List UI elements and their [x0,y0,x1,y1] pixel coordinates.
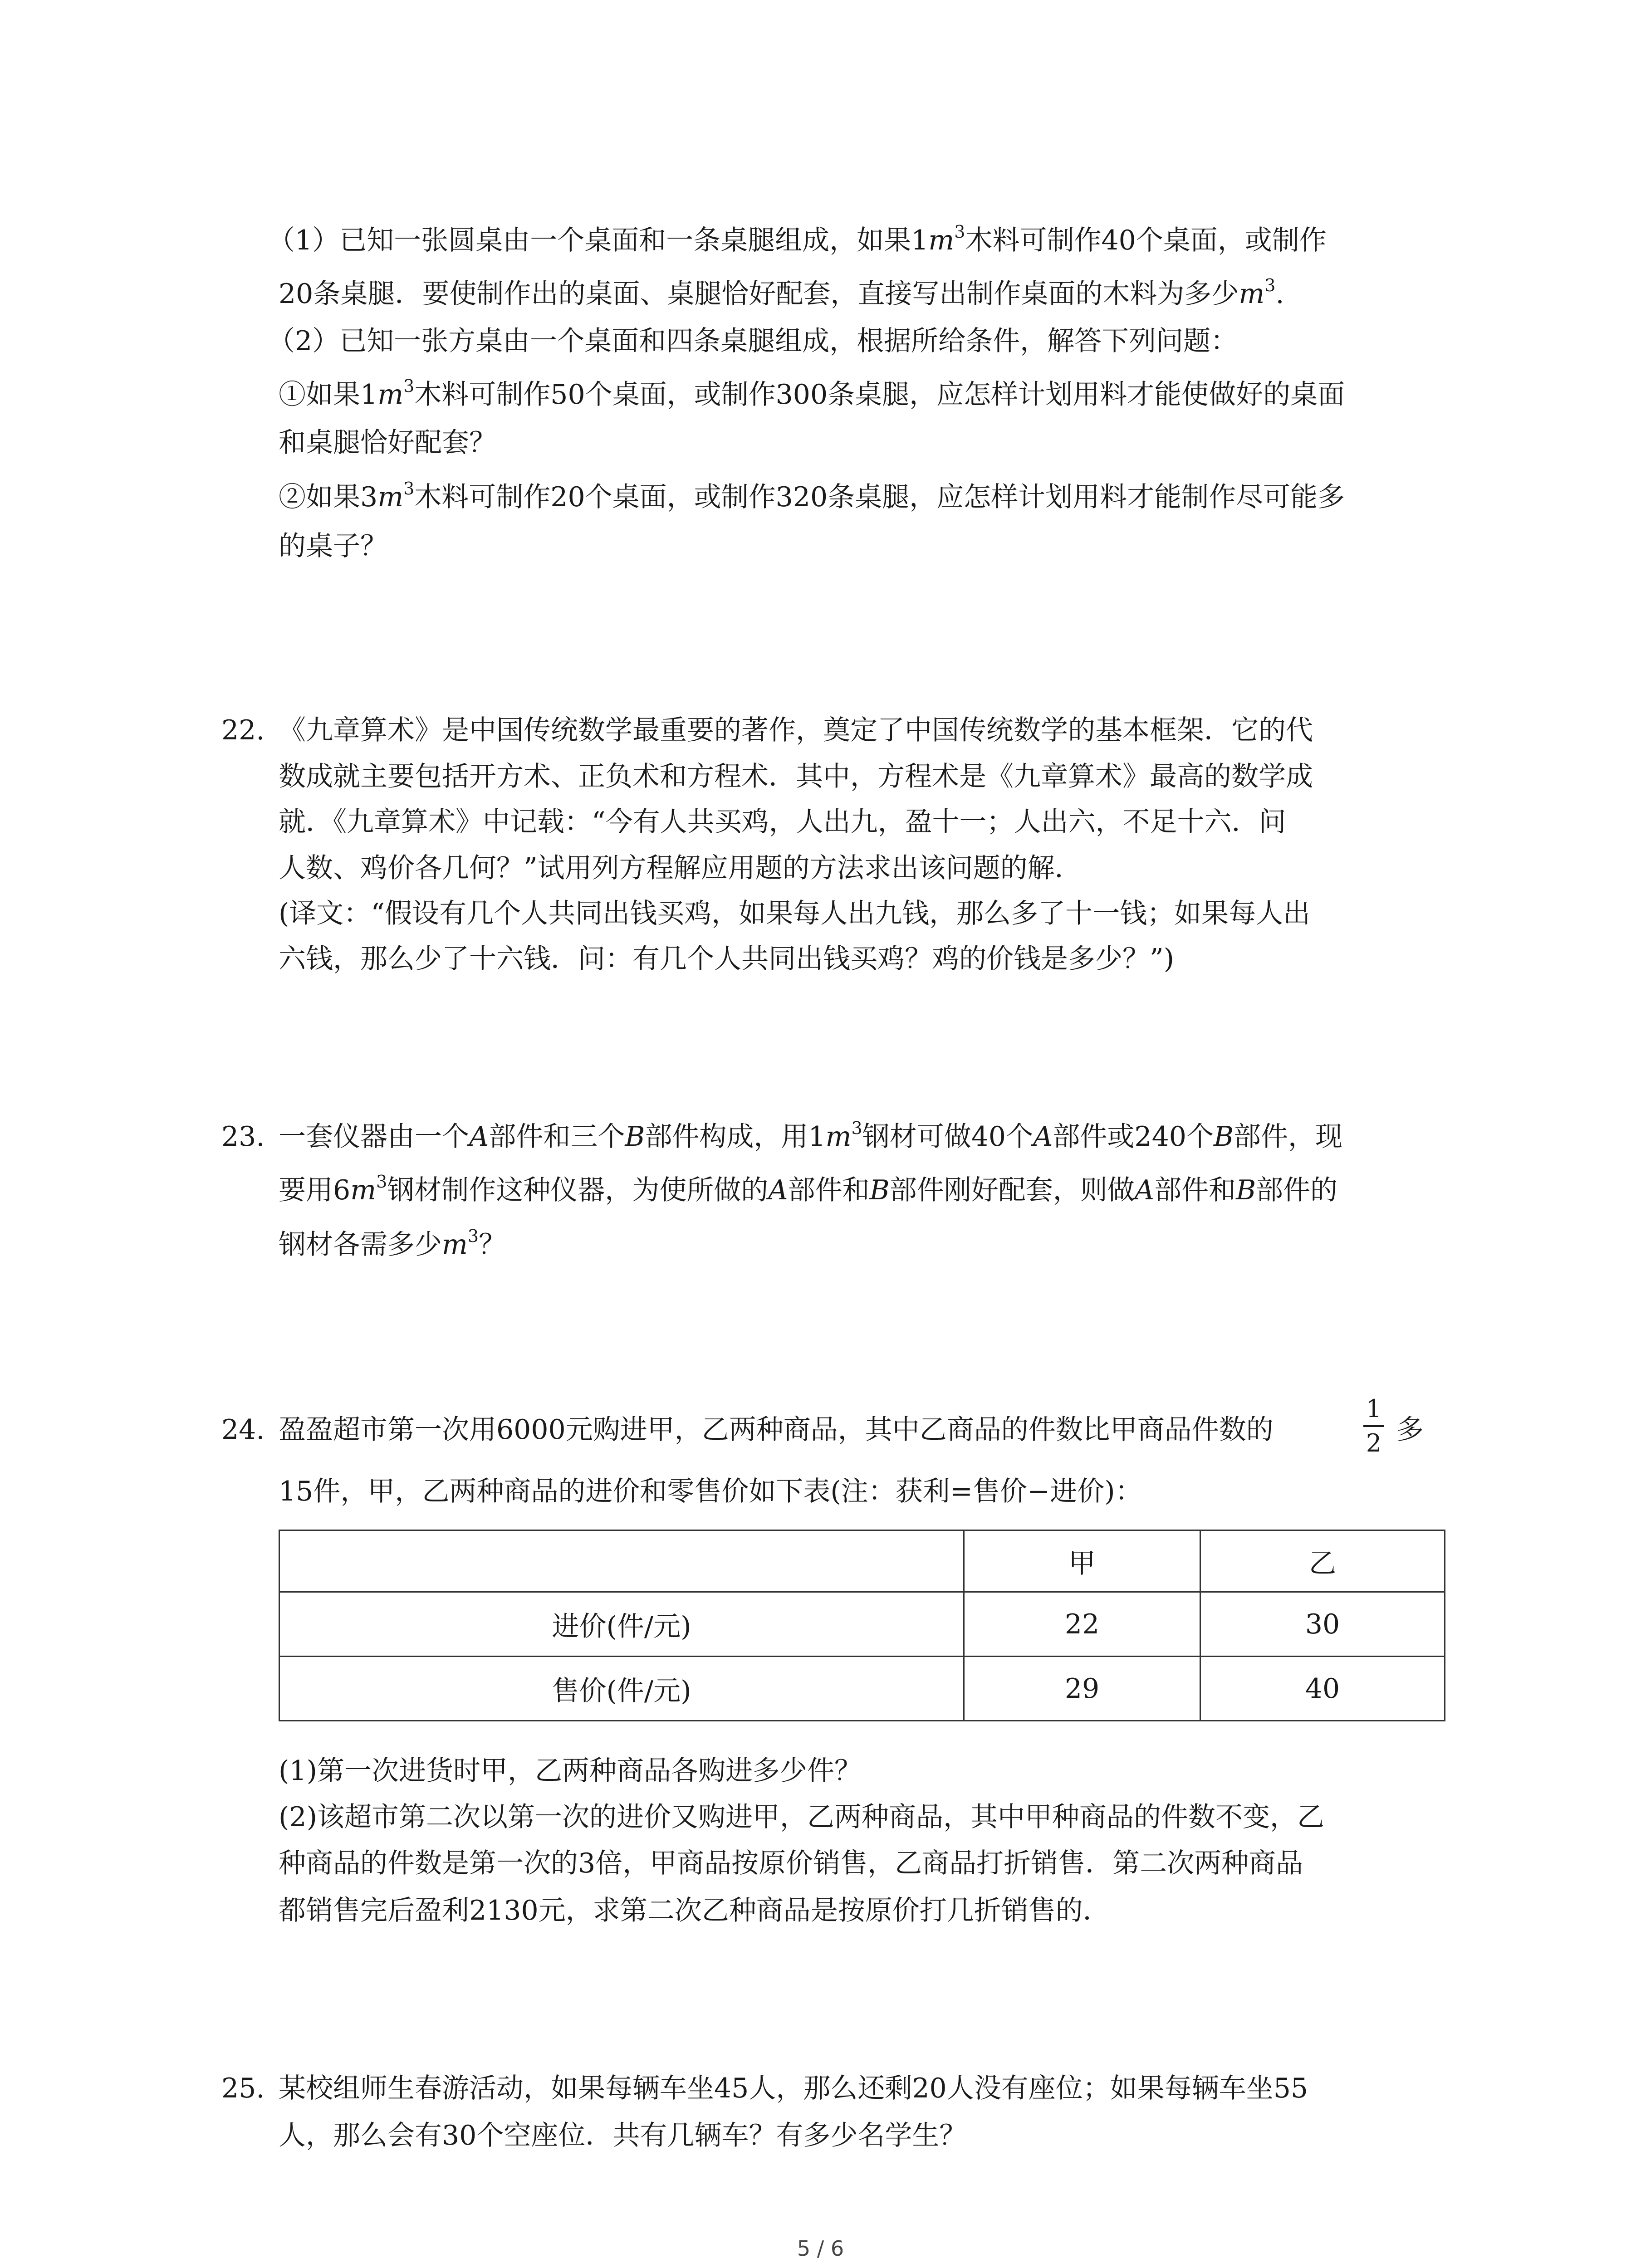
q23-line1: 一套仪器由一个A部件和三个B部件构成，用$1m^3$钢材可做40个A部件或240个B部件，现 [279,1118,1343,1153]
q25-line2: 人，那么会有30个空座位．共有几辆车？有多少名学生？ [279,2120,967,2151]
q22-line4: 人数、鸡价各几何？”试用列方程解应用题的方法求出该问题的解． [279,852,1082,884]
table-header-cell: 甲 [964,1530,1200,1592]
page-number: 5 / 6 [797,2236,844,2261]
q24-fraction [1360,1395,1387,1457]
q21-part2a-line1: ①如果$1m^3$木料可制作50个桌面，或制作300条桌腿，应怎样计划用料才能使做好的桌面 [279,376,1345,411]
q22-line5: (译文：“假设有几个人共同出钱买鸡，如果每人出九钱，那么多了十一钱；如果每人出 [279,898,1311,929]
table-cell: 售价(件/元) [279,1657,964,1721]
table-row [279,1592,1445,1657]
q21-part2-line1: （2）已知一张方桌由一个桌面和四条桌腿组成，根据所给条件，解答下列问题： [268,325,1238,357]
q24-subquestion-2-line2: 种商品的件数是第一次的3倍，甲商品按原价销售，乙商品打折销售．第二次两种商品 [279,1848,1303,1879]
q24-subquestion-2-line3: 都销售完后盈利2130元，求第二次乙种商品是按原价打几折销售的． [279,1895,1110,1926]
table-header-cell: 乙 [1200,1530,1445,1592]
fraction-numerator: 1 [1366,1394,1382,1423]
q24-subquestion-1: (1)第一次进货时甲，乙两种商品各购进多少件？ [279,1755,862,1787]
fraction-bar [1363,1425,1384,1427]
q25-line1: 某校组师生春游活动，如果每辆车坐45人，那么还剩20人没有座位；如果每辆车坐55 [279,2072,1308,2104]
q24-line1: 盈盈超市第一次用6000元购进甲，乙两种商品，其中乙商品的件数比甲商品件数的 [279,1414,1274,1446]
q21-part2a-line2: 和桌腿恰好配套？ [279,427,496,459]
q23-line2: 要用$6m^3$钢材制作这种仪器，为使所做的A部件和B部件刚好配套，则做A部件和B部件的 [279,1172,1338,1206]
q21-part2b-line2: 的桌子？ [279,530,387,562]
table-header-row [279,1530,1445,1592]
q24-number: 24. [221,1414,265,1446]
q23-line3: 钢材各需多少$m^3$？ [279,1226,506,1261]
table-cell: 22 [964,1592,1200,1657]
q21-part2b-line1: ②如果$3m^3$木料可制作20个桌面，或制作320条桌腿，应怎样计划用料才能制作尽可能多 [279,479,1345,513]
price-table [279,1530,1445,1721]
q22-line6: 六钱，那么少了十六钱．问：有几个人共同出钱买鸡？鸡的价钱是多少？”) [279,943,1175,975]
q25-number: 25. [221,2072,265,2104]
q24-line2: 15件，甲，乙两种商品的进价和零售价如下表(注：获利=售价−进价)： [279,1476,1142,1507]
q22-line1: 《九章算术》是中国传统数学最重要的著作，奠定了中国传统数学的基本框架．它的代 [279,714,1313,746]
q24-line1-end: 多 [1396,1414,1424,1446]
table-cell: 29 [964,1657,1200,1721]
q24-subquestion-2-line1: (2)该超市第二次以第一次的进价又购进甲，乙两种商品，其中甲种商品的件数不变，乙 [279,1801,1324,1833]
q21-part1-line2: 20条桌腿．要使制作出的桌面、桌腿恰好配套，直接写出制作桌面的木料为多少$m^3$. [279,275,1284,310]
q22-line3: 就．《九章算术》中记载：“今有人共买鸡，人出九，盈十一；人出六，不足十六．问 [279,806,1286,838]
table-cell: 30 [1200,1592,1445,1657]
table-header-cell [279,1530,964,1592]
q23-number: 23. [221,1121,265,1153]
q22-number: 22. [221,714,265,746]
q22-line2: 数成就主要包括开方术、正负术和方程术．其中，方程术是《九章算术》最高的数学成 [279,761,1313,792]
table-cell: 40 [1200,1657,1445,1721]
table-cell: 进价(件/元) [279,1592,964,1657]
fraction-denominator: 2 [1366,1429,1382,1457]
q21-part1-line1: （1）已知一张圆桌由一个桌面和一条桌腿组成，如果$1m^3$木料可制作40个桌面，或制作 [268,222,1327,256]
table-row [279,1657,1445,1721]
